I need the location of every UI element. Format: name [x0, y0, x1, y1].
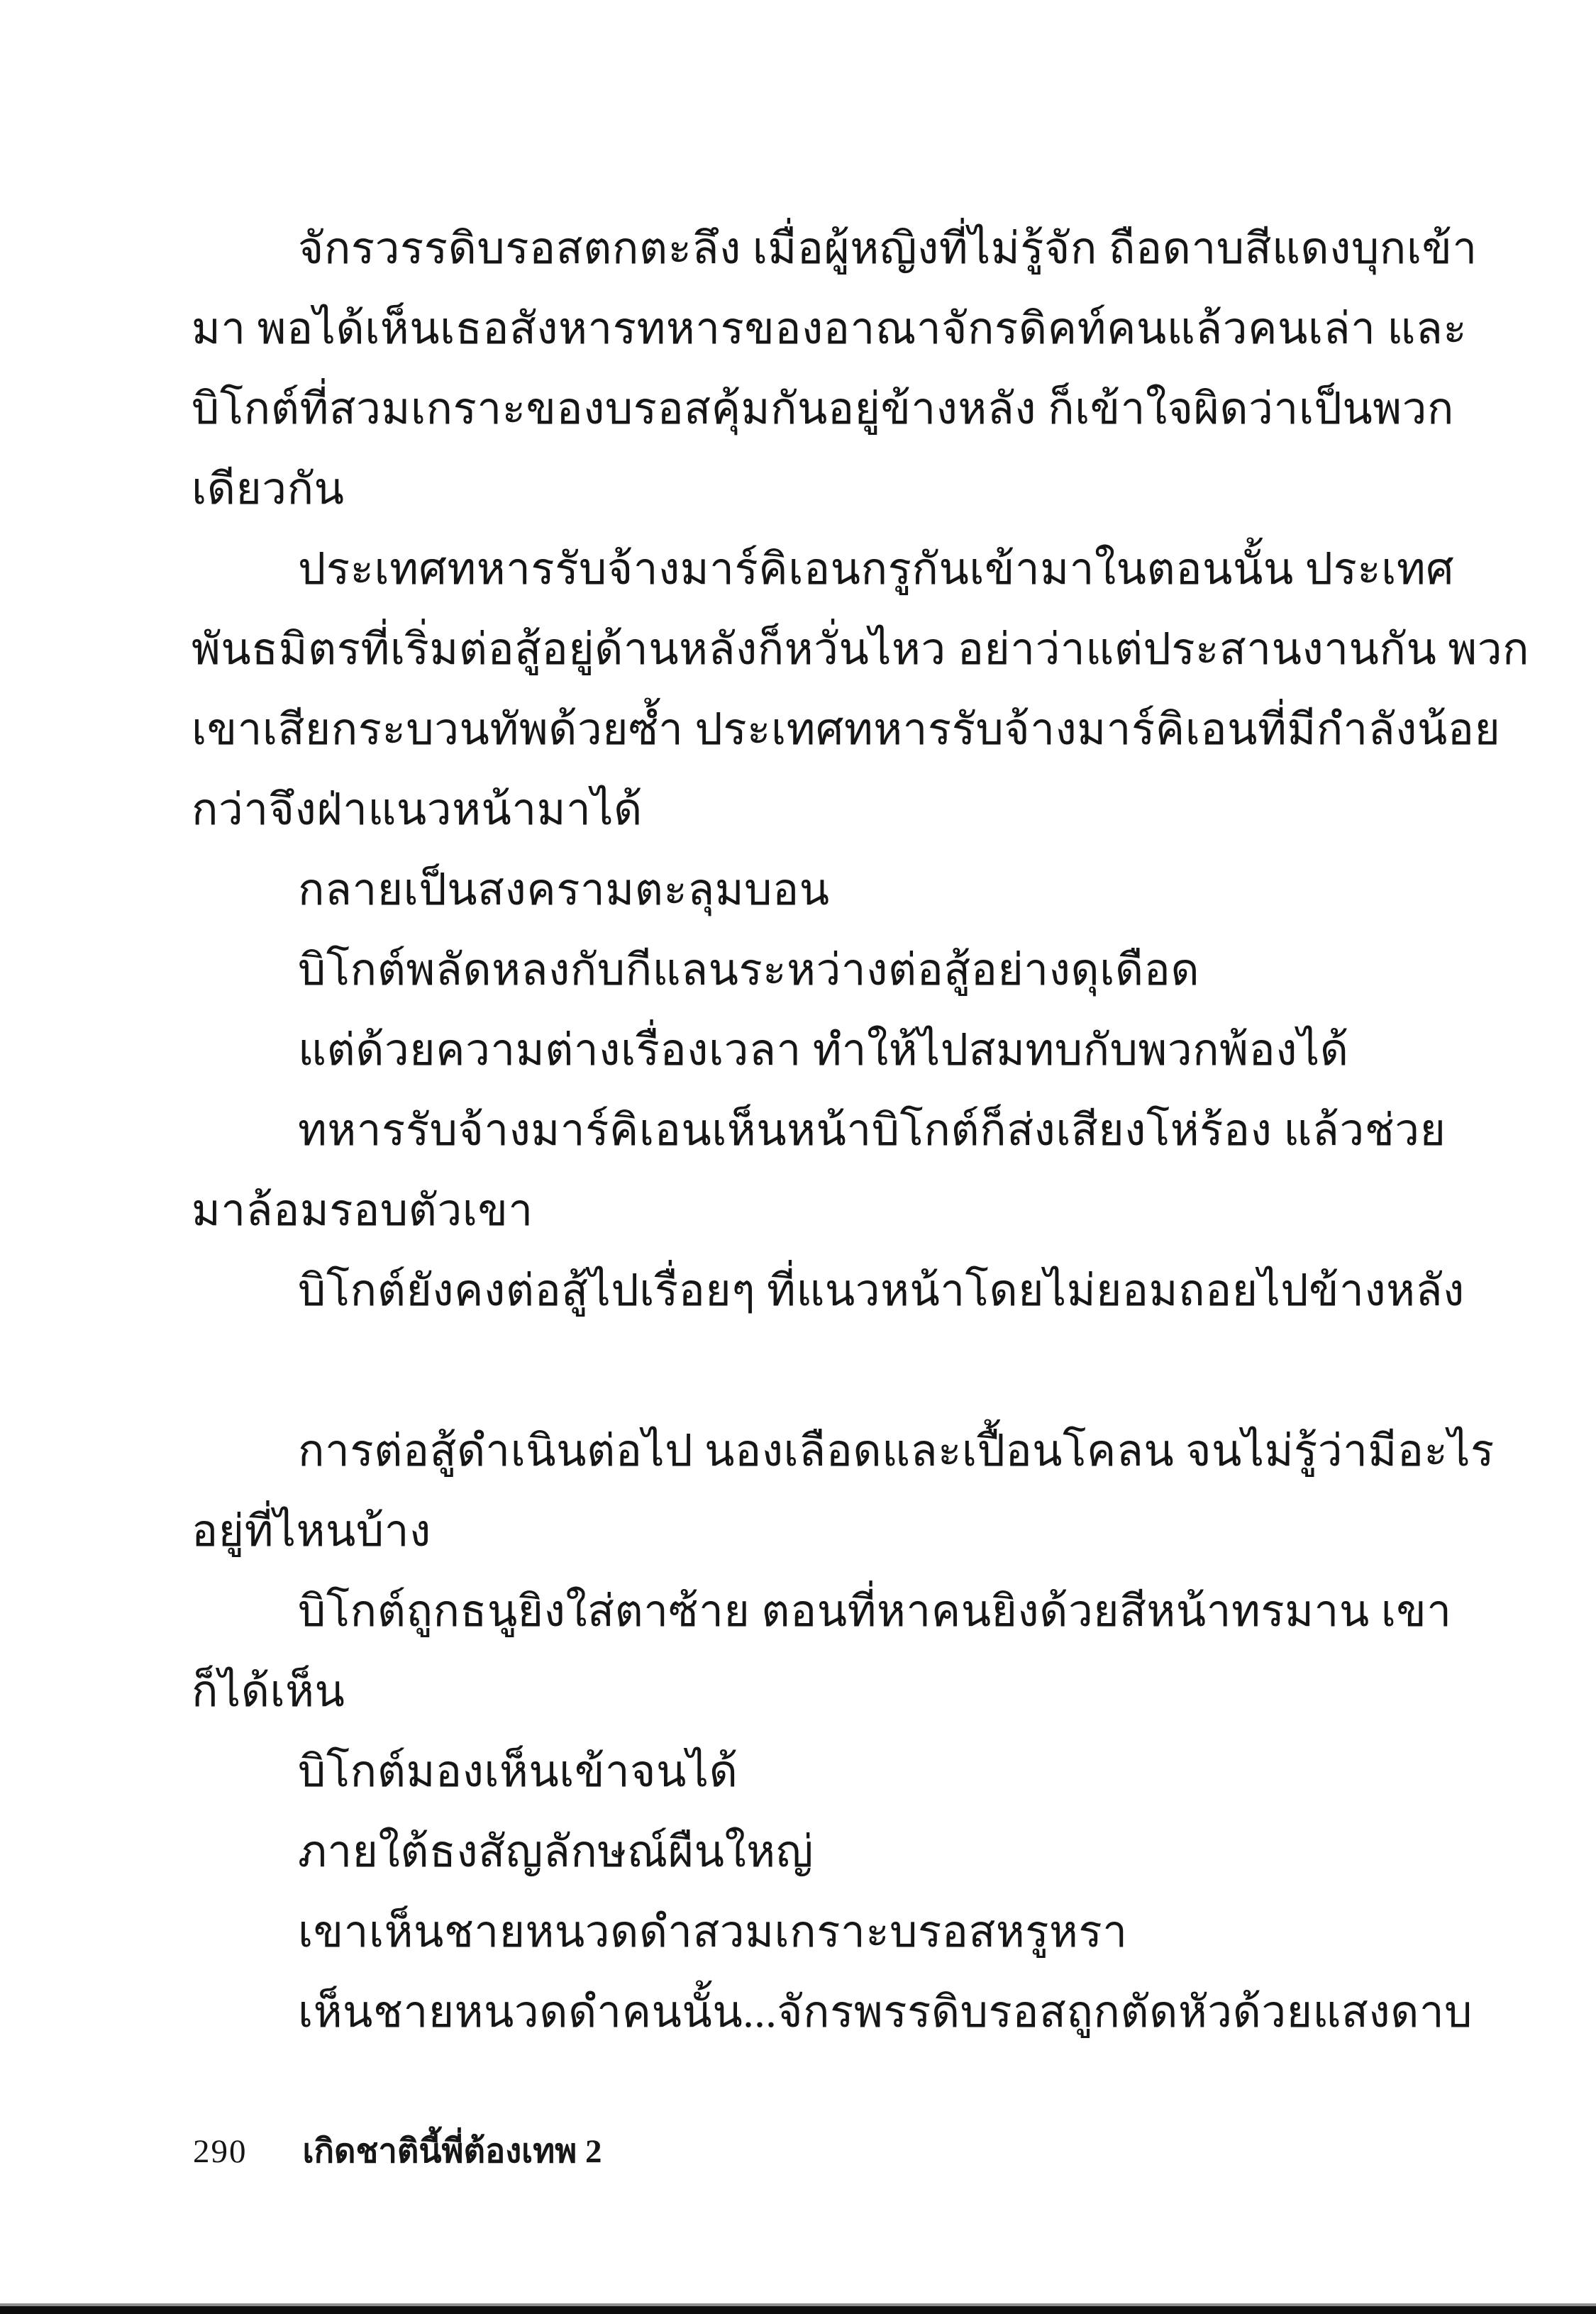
text-line: เขาเสียกระบวนทัพด้วยซ้ำ ประเทศทหารรับจ้างมาร์คิเอนที่มีกำลังน้อย: [192, 706, 1501, 754]
text-line: บิโกต์ยังคงต่อสู้ไปเรื่อยๆ ที่แนวหน้าโดยไม่ยอมถอยไปข้างหลัง: [298, 1267, 1465, 1315]
text-line: ภายใต้ธงสัญลักษณ์ผืนใหญ่: [298, 1828, 814, 1876]
text-line: เห็นชายหนวดดำคนนั้น...จักรพรรดิบรอสถูกตัดหัวด้วยแสงดาบ: [298, 1988, 1473, 2037]
text-line: มาล้อมรอบตัวเขา: [192, 1187, 533, 1235]
book-title: เกิดชาตินี้พี่ต้องเทพ 2: [302, 2133, 602, 2170]
text-line: เดียวกัน: [192, 465, 345, 514]
text-line: พันธมิตรที่เริ่มต่อสู้อยู่ด้านหลังก็หวั่นไหว อย่าว่าแต่ประสานงานกัน พวก: [192, 626, 1530, 674]
text-line: ทหารรับจ้างมาร์คิเอนเห็นหน้าบิโกต์ก็ส่งเสียงโห่ร้อง แล้วช่วย: [298, 1107, 1446, 1155]
body-text: [192, 209, 1530, 2053]
page-footer: [193, 2130, 602, 2174]
text-line: อยู่ที่ไหนบ้าง: [192, 1507, 431, 1556]
text-line: กลายเป็นสงครามตะลุมบอน: [298, 866, 830, 914]
text-line: บิโกต์มองเห็นเข้าจนได้: [298, 1748, 738, 1796]
scan-edge-bar: [0, 2303, 1596, 2314]
page-number: 290: [193, 2133, 248, 2170]
text-line: มา พอได้เห็นเธอสังหารทหารของอาณาจักรดิคท์คนแล้วคนเล่า และ: [192, 305, 1468, 353]
text-line: แต่ด้วยความต่างเรื่องเวลา ทำให้ไปสมทบกับพวกพ้องได้: [298, 1026, 1349, 1075]
text-line: กว่าจึงฝ่าแนวหน้ามาได้: [192, 786, 643, 834]
text-line: บิโกต์ที่สวมเกราะของบรอสคุ้มกันอยู่ข้างหลัง ก็เข้าใจผิดว่าเป็นพวก: [192, 385, 1454, 433]
text-line: บิโกต์พลัดหลงกับกีแลนระหว่างต่อสู้อย่างดุเดือด: [298, 946, 1200, 995]
text-line: การต่อสู้ดำเนินต่อไป นองเลือดและเปื้อนโคลน จนไม่รู้ว่ามีอะไร: [298, 1427, 1495, 1476]
text-line: ก็ได้เห็น: [192, 1668, 345, 1716]
text-line: เขาเห็นชายหนวดดำสวมเกราะบรอสหรูหรา: [298, 1908, 1128, 1956]
text-line: บิโกต์ถูกธนูยิงใส่ตาซ้าย ตอนที่หาคนยิงด้วยสีหน้าทรมาน เขา: [298, 1588, 1452, 1636]
text-line: จักรวรรดิบรอสตกตะลึง เมื่อผู้หญิงที่ไม่รู้จัก ถือดาบสีแดงบุกเข้า: [298, 225, 1478, 273]
text-line: ประเทศทหารรับจ้างมาร์คิเอนกรูกันเข้ามาในตอนนั้น ประเทศ: [298, 546, 1455, 594]
